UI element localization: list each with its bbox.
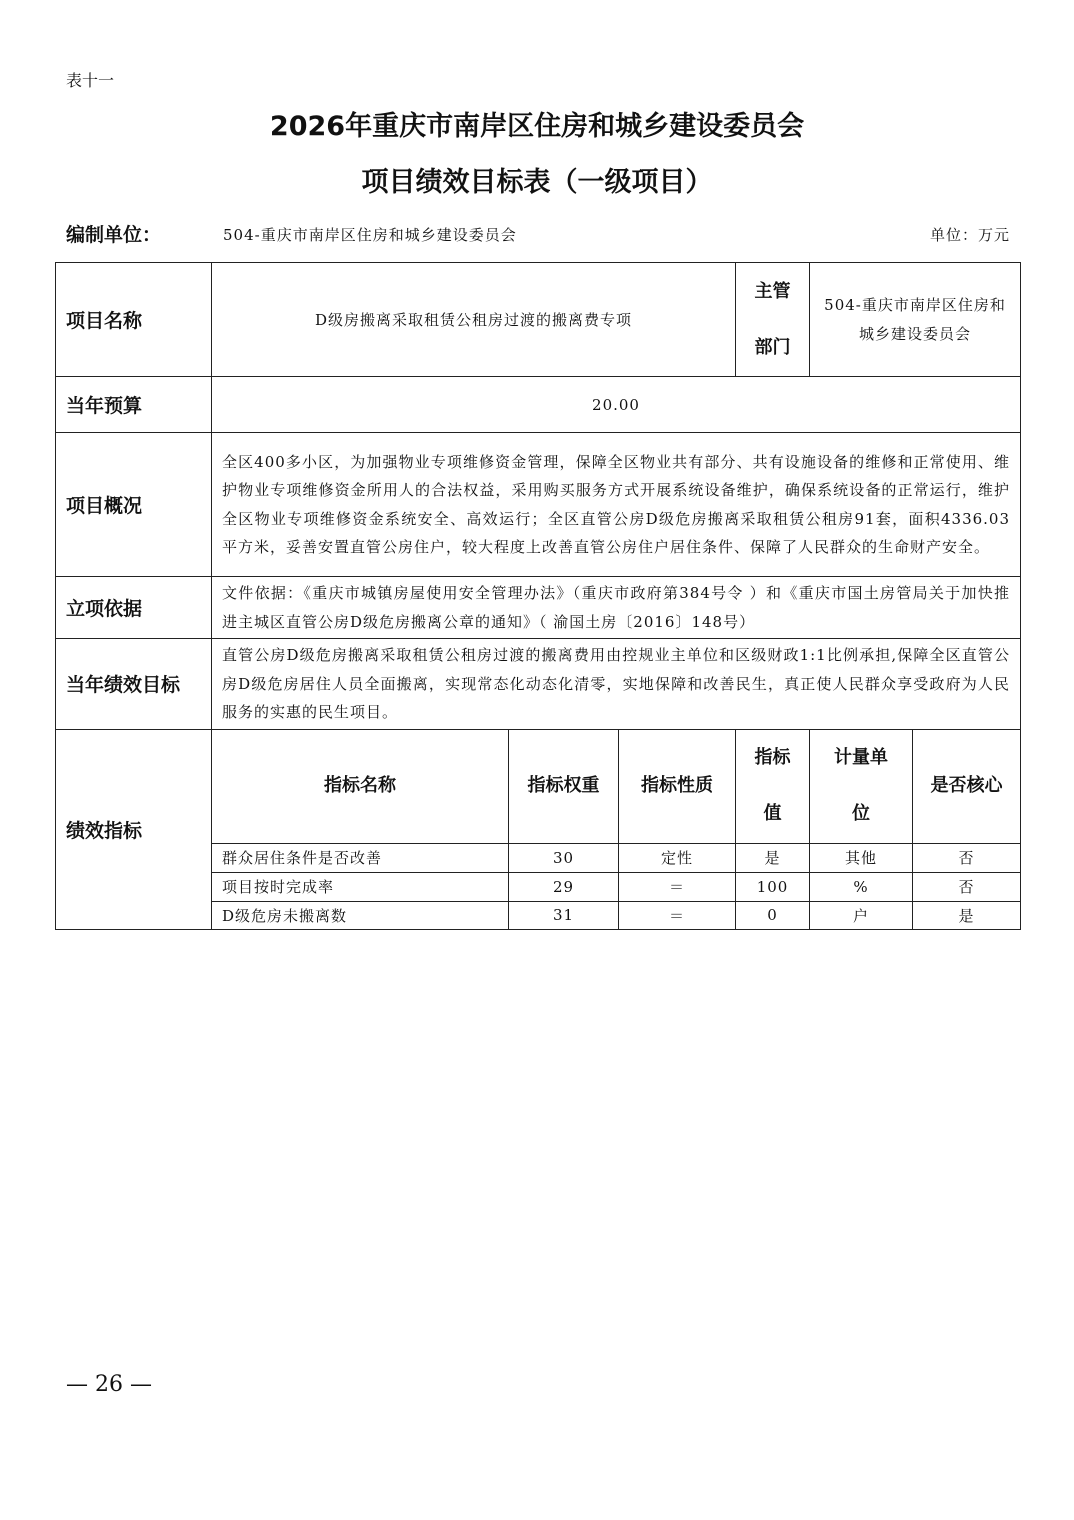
indicator-nature: 定性 [619,843,736,872]
header-unit-1: 计量单 [834,747,889,768]
goal-text: 直管公房D级危房搬离采取租赁公租房过渡的搬离费用由控规业主单位和区级财政1:1比例承担,保障全区直管公房D级危房居住人员全面搬离，实现常态化动态化清零，实地保障和改善民生，真正使人民群众享受政府为人民服务的实惠的民生项目。 [212,639,1021,730]
dept-label-1: 主管 [754,280,791,302]
compiler-row [66,222,1010,248]
dept-value: 504-重庆市南岸区住房和城乡建设委员会 [810,263,1021,377]
compiler-label: 编制单位： [66,224,162,246]
indicator-value: 是 [736,843,810,872]
project-name: D级房搬离采取租赁公租房过渡的搬离费专项 [212,263,736,377]
header-value [736,729,810,843]
indicator-nature: ＝ [619,901,736,929]
indicator-core: 否 [913,872,1021,901]
indicator-unit: 户 [810,901,913,929]
header-weight: 指标权重 [509,729,619,843]
page-number: — 26 — [66,1372,152,1397]
page-title: 2026年重庆市南岸区住房和城乡建设委员会 [269,111,805,142]
overview-label: 项目概况 [56,433,212,577]
indicator-core: 是 [913,901,1021,929]
project-name-label: 项目名称 [56,263,212,377]
goal-label: 当年绩效目标 [56,639,212,730]
indicator-header-row [56,729,1021,843]
indicator-name: D级危房未搬离数 [212,901,509,929]
dept-label-2: 部门 [754,336,791,358]
indicator-unit: 其他 [810,843,913,872]
indicator-weight: 31 [509,901,619,929]
compiler-value: 504-重庆市南岸区住房和城乡建设委员会 [223,226,517,244]
basis-label: 立项依据 [56,577,212,639]
basis-text: 文件依据：《重庆市城镇房屋使用安全管理办法》（重庆市政府第384号令 ）和《重庆市国土房管局关于加快推进主城区直管公房D级危房搬离公章的通知》（ 渝国土房〔2016〕148号） [212,577,1021,639]
indicator-core: 否 [913,843,1021,872]
header-unit-2: 位 [852,803,871,824]
indicator-value: 100 [736,872,810,901]
header-nature: 指标性质 [619,729,736,843]
indicator-unit: % [810,872,913,901]
budget-row [56,377,1021,433]
budget-value: 20.00 [212,377,1021,433]
indicator-name: 群众居住条件是否改善 [212,843,509,872]
overview-row [56,433,1021,577]
header-value-2: 值 [763,803,782,824]
unit-text: 单位：万元 [929,226,1010,244]
overview-text: 全区400多小区，为加强物业专项维修资金管理，保障全区物业共有部分、共有设施设备的维修和正常使用、维护物业专项维修资金所用人的合法权益，采用购买服务方式开展系统设备维护，确保系统设备的正常运行，维护全区物业专项维修资金系统安全、高效运行；全区直管公房D级危房搬离采取租赁公租房91套，面积4336.03平方米，妥善安置直管公房住户，较大程度上改善直管公房住户居住条件、保障了人民群众的生命财产安全。 [212,433,1021,577]
page-subtitle: 项目绩效目标表（一级项目） [361,167,713,198]
header-unit [810,729,913,843]
indicator-nature: ＝ [619,872,736,901]
project-name-row [56,263,1021,377]
header-core: 是否核心 [913,729,1021,843]
indicators-label: 绩效指标 [56,729,212,929]
goal-row [56,639,1021,730]
table-tag: 表十一 [66,71,115,90]
indicator-weight: 29 [509,872,619,901]
dept-label [736,263,810,377]
basis-row [56,577,1021,639]
budget-label: 当年预算 [56,377,212,433]
performance-table [55,262,1021,930]
header-value-1: 指标 [754,747,791,768]
indicator-weight: 30 [509,843,619,872]
indicator-value: 0 [736,901,810,929]
header-name: 指标名称 [212,729,509,843]
indicator-name: 项目按时完成率 [212,872,509,901]
